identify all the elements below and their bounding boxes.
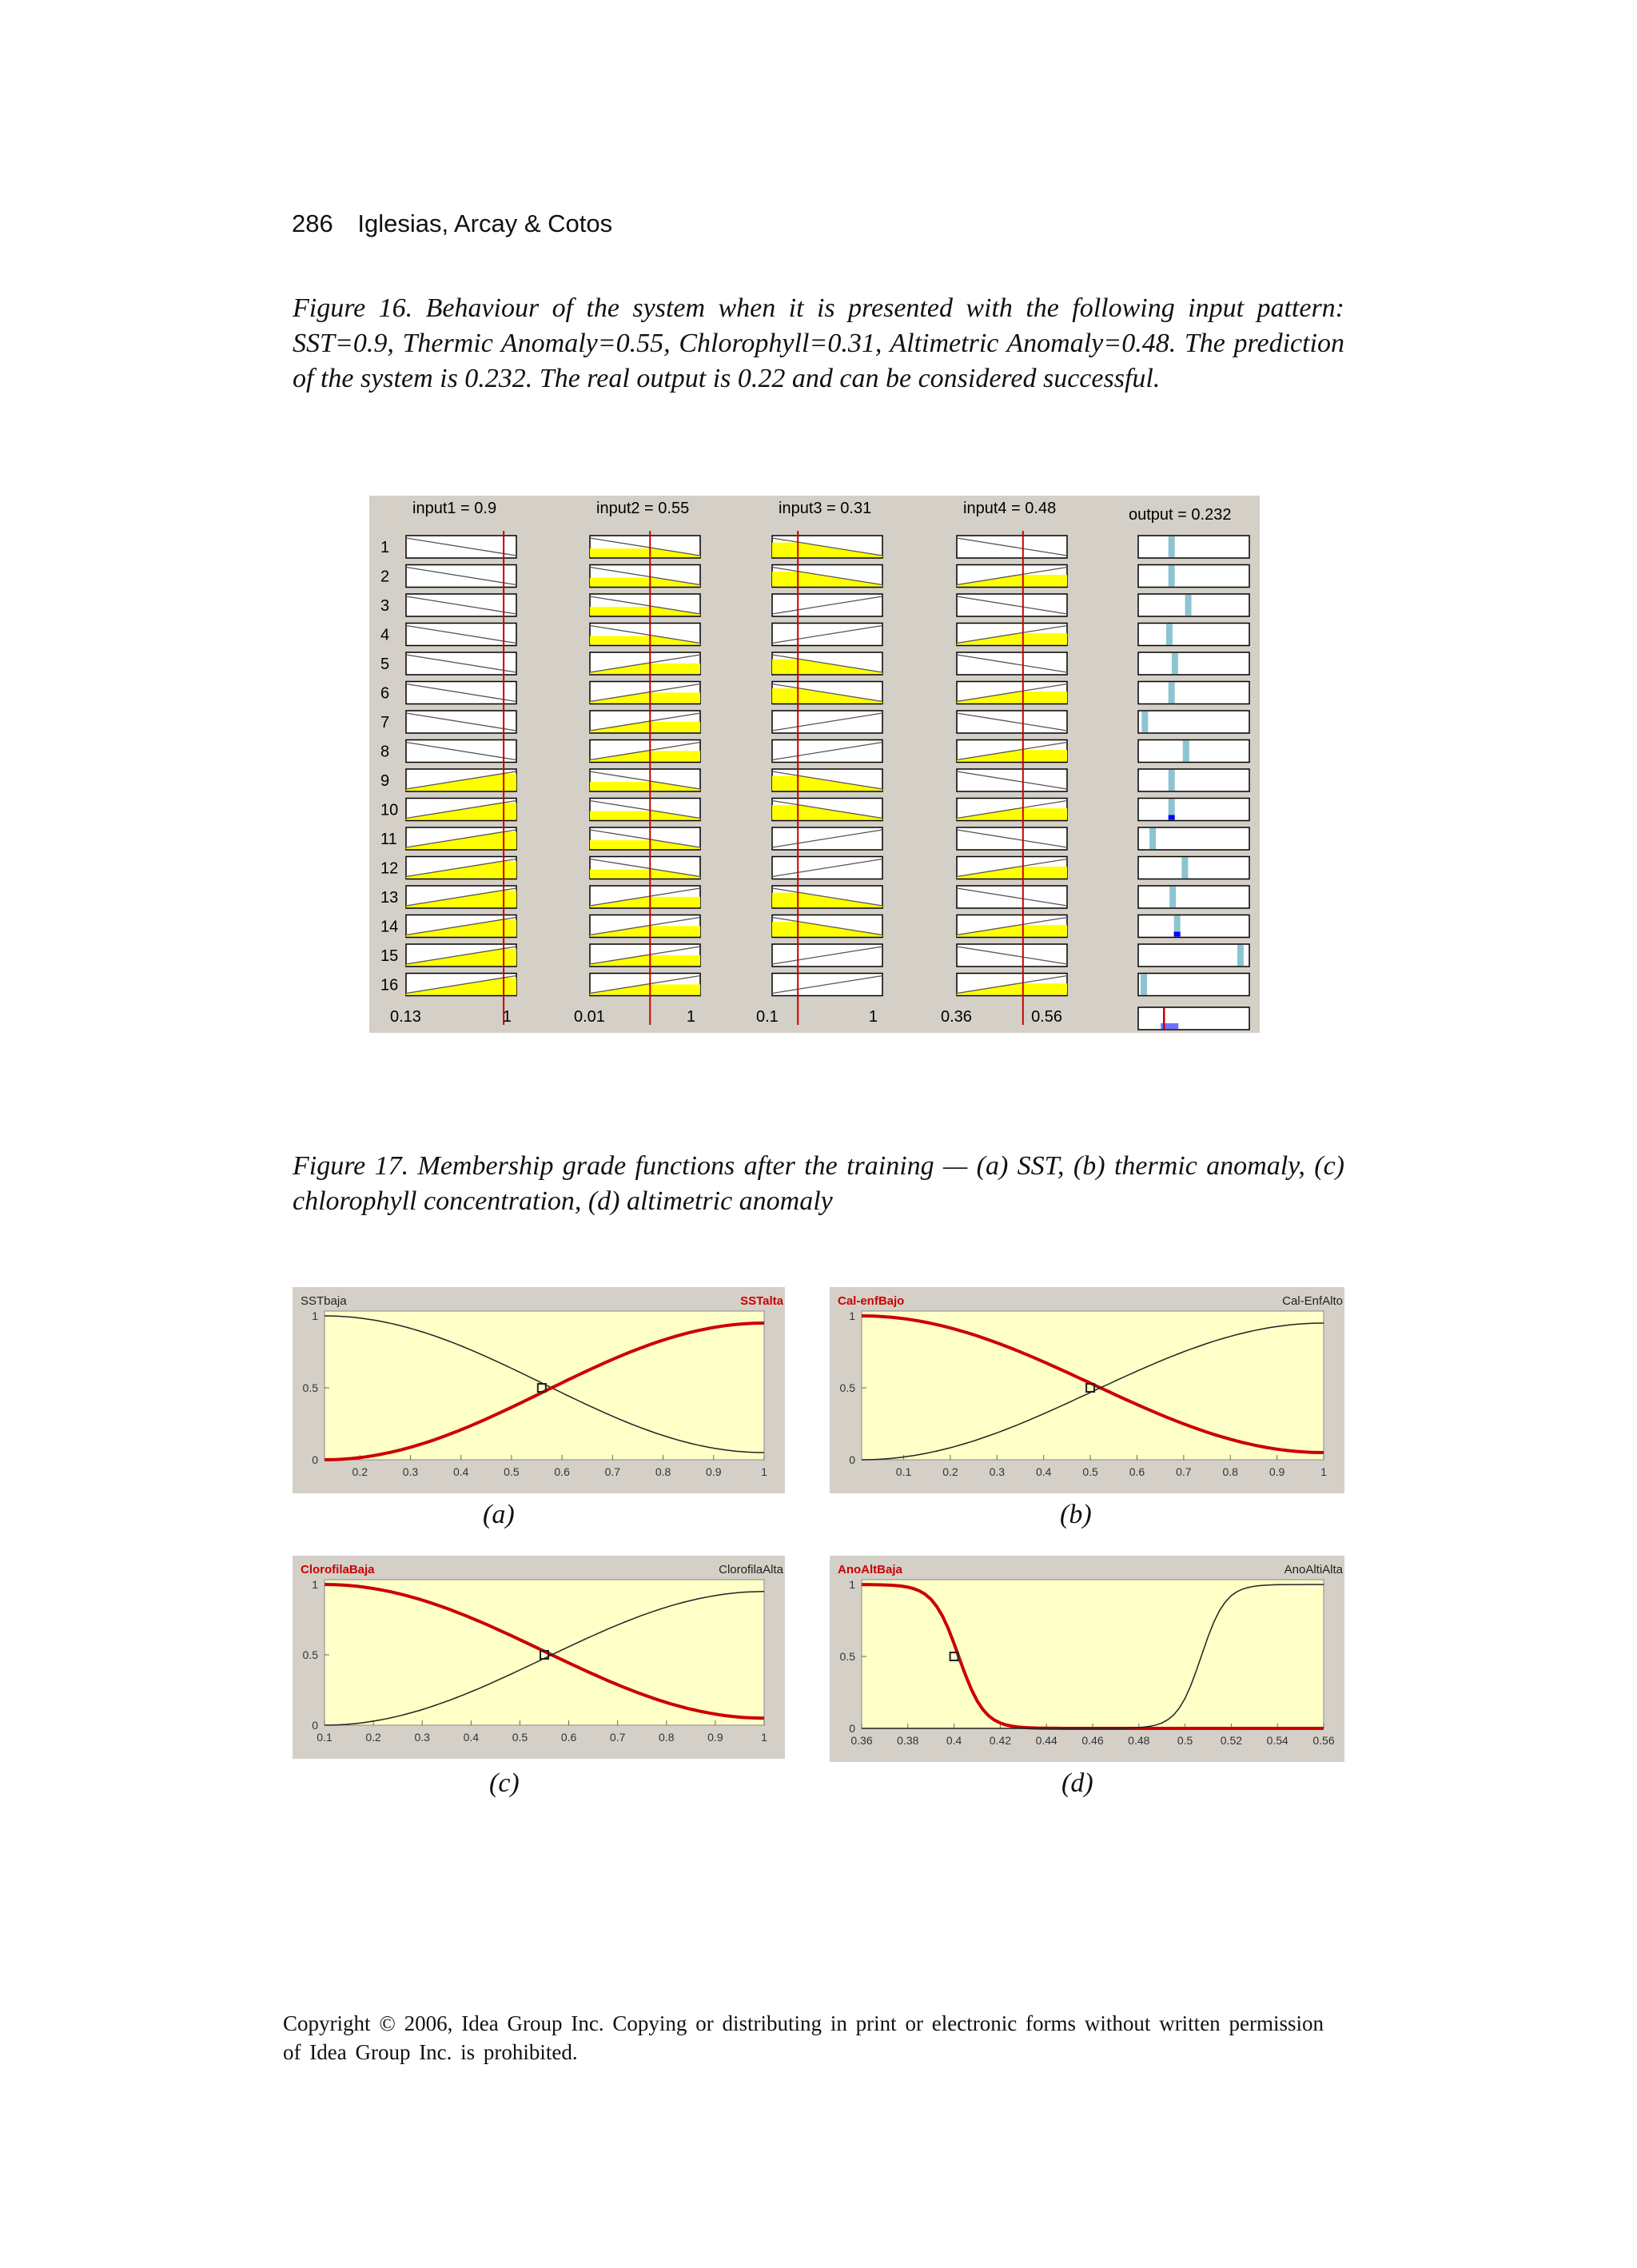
x-tick-label: 0.3 [414, 1731, 430, 1744]
y-tick-label: 0.5 [302, 1381, 318, 1394]
output-bar [1169, 566, 1175, 587]
x-tick-label: 0.8 [655, 1465, 671, 1478]
x-tick-label: 0.9 [706, 1465, 722, 1478]
x-tick-label: 0.1 [895, 1465, 912, 1478]
output-bar [1149, 828, 1156, 849]
x-tick-label: 1 [761, 1465, 767, 1478]
output-box [1138, 799, 1249, 821]
x-tick-label: 0.4 [946, 1734, 962, 1747]
x-tick-label: 0.5 [1177, 1734, 1193, 1747]
rule-number: 4 [380, 626, 390, 644]
copyright-notice: Copyright © 2006, Idea Group Inc. Copying or distributing in print or electronic forms without written permission of Idea Group Inc. is prohibited. [283, 2011, 1324, 2064]
x-tick-label: 0.6 [554, 1465, 570, 1478]
output-box [1138, 682, 1249, 704]
input-label: input2 = 0.55 [596, 500, 690, 517]
rule-number: 5 [380, 656, 390, 673]
x-tick-label: 0.46 [1081, 1734, 1104, 1747]
x-tick-label: 0.4 [1035, 1465, 1052, 1478]
sub-label-c: (c) [489, 1768, 520, 1798]
output-box [1138, 740, 1249, 763]
output-box [1138, 594, 1249, 616]
authors: Iglesias, Arcay & Cotos [357, 209, 613, 237]
x-tick-label: 0.7 [604, 1465, 621, 1478]
output-bar [1183, 741, 1189, 762]
output-marker [1169, 815, 1175, 820]
mf-left-name: Cal-enfBajo [838, 1294, 905, 1308]
x-tick-label: 0.9 [707, 1731, 723, 1744]
output-box [1138, 886, 1249, 908]
x-tick-label: 0.2 [365, 1731, 381, 1744]
output-bar [1141, 975, 1147, 995]
y-tick-label: 1 [849, 1309, 855, 1322]
rule-number: 11 [380, 831, 397, 848]
mf-plot-area [862, 1580, 1324, 1728]
mf-panel-thermic [830, 1287, 1344, 1493]
mf-left-name: AnoAltBaja [838, 1563, 902, 1576]
x-tick-label: 0.6 [1129, 1465, 1145, 1478]
rule-number: 7 [380, 714, 390, 731]
output-bar [1169, 770, 1175, 791]
x-tick-label: 0.2 [352, 1465, 368, 1478]
output-box [1138, 915, 1249, 938]
output-box [1138, 711, 1249, 733]
x-tick-label: 0.8 [1222, 1465, 1238, 1478]
rule-number: 8 [380, 743, 390, 761]
rule-number: 13 [380, 889, 399, 907]
y-tick-label: 0 [312, 1453, 318, 1466]
x-tick-label: 0.7 [1176, 1465, 1192, 1478]
input-min-label: 0.1 [756, 1008, 779, 1026]
x-tick-label: 0.38 [897, 1734, 919, 1747]
input-max-label: 0.56 [1031, 1008, 1062, 1026]
y-tick-label: 0.5 [839, 1650, 855, 1663]
input-label: input3 = 0.31 [779, 500, 872, 517]
x-tick-label: 0.54 [1266, 1734, 1288, 1747]
input-label: input4 = 0.48 [963, 500, 1057, 517]
input-max-label: 1 [502, 1008, 512, 1026]
y-tick-label: 0 [312, 1719, 318, 1732]
input-label: input1 = 0.9 [412, 500, 497, 517]
output-box [1138, 652, 1249, 675]
rule-number: 1 [380, 539, 390, 556]
x-tick-label: 0.4 [463, 1731, 480, 1744]
y-tick-label: 0.5 [839, 1381, 855, 1394]
y-tick-label: 0.5 [302, 1648, 318, 1661]
x-tick-label: 0.1 [317, 1731, 333, 1744]
mf-left-name: ClorofilaBaja [301, 1563, 375, 1576]
output-bar [1237, 945, 1244, 966]
figure16-caption: Figure 16. Behaviour of the system when it is presented with the following input pattern: SST=0.9, Thermic Anomaly=0.55, Chlorophyll=0.31, Altimetric Anomaly=0.48. The prediction of the system is 0.232. The real output is 0.22 and can be considered successful. [293, 293, 1344, 393]
figure17-caption: Figure 17. Membership grade functions after the training — (a) SST, (b) thermic anomaly, (c) chlorophyll concentration, (d) altimetric anomaly [293, 1151, 1344, 1216]
output-box [1138, 565, 1249, 588]
output-bar [1172, 653, 1178, 674]
mf-right-name: SSTalta [740, 1294, 783, 1308]
y-tick-label: 1 [312, 1309, 318, 1322]
output-label: output = 0.232 [1129, 506, 1232, 524]
mf-chart-altimetric [830, 1556, 1344, 1762]
output-box [1138, 974, 1249, 996]
x-tick-label: 0.48 [1128, 1734, 1150, 1747]
output-bar [1141, 711, 1148, 732]
output-bar [1169, 683, 1175, 704]
x-tick-label: 1 [1320, 1465, 1327, 1478]
input-max-label: 1 [868, 1008, 878, 1026]
x-tick-label: 0.5 [1082, 1465, 1098, 1478]
x-tick-label: 0.5 [512, 1731, 528, 1744]
mf-left-name: SSTbaja [301, 1294, 347, 1308]
output-box [1138, 769, 1249, 791]
running-head [292, 209, 612, 238]
x-tick-label: 0.56 [1312, 1734, 1335, 1747]
mf-panel-altimetric [830, 1556, 1344, 1762]
output-marker [1174, 932, 1181, 937]
input-max-label: 1 [686, 1008, 695, 1026]
rule-number: 12 [380, 859, 399, 878]
output-bar [1181, 858, 1188, 879]
output-box [1138, 536, 1249, 558]
rule-number: 15 [380, 947, 399, 965]
rule-number: 16 [380, 976, 399, 994]
output-bar [1185, 595, 1192, 616]
output-box [1138, 944, 1249, 967]
input-min-label: 0.36 [941, 1008, 972, 1026]
rule-number: 14 [380, 918, 399, 936]
input-min-label: 0.13 [390, 1008, 421, 1026]
x-tick-label: 0.3 [402, 1465, 419, 1478]
input-min-label: 0.01 [574, 1008, 605, 1026]
x-tick-label: 0.42 [989, 1734, 1012, 1747]
rule-number: 9 [380, 772, 390, 790]
output-box [1138, 857, 1249, 879]
mf-chart-sst [293, 1287, 785, 1493]
rule-number: 3 [380, 597, 390, 615]
rule-number: 10 [380, 801, 399, 819]
x-tick-label: 1 [761, 1731, 767, 1744]
output-bar [1169, 536, 1175, 557]
x-tick-label: 0.5 [504, 1465, 520, 1478]
x-tick-label: 0.4 [452, 1465, 469, 1478]
x-tick-label: 0.9 [1269, 1465, 1285, 1478]
x-tick-label: 0.2 [942, 1465, 958, 1478]
sub-label-b: (b) [1060, 1500, 1092, 1529]
y-tick-label: 1 [849, 1578, 855, 1591]
x-tick-label: 0.44 [1035, 1734, 1057, 1747]
rule-viewer-svg [369, 496, 1260, 1033]
y-tick-label: 0 [849, 1722, 855, 1735]
output-bar [1166, 624, 1173, 645]
aggregate-output-box [1138, 1007, 1249, 1030]
sub-label-d: (d) [1061, 1768, 1093, 1798]
output-bar [1169, 887, 1176, 907]
mf-panel-chlorophyll [293, 1556, 785, 1759]
y-tick-label: 1 [312, 1578, 318, 1591]
y-tick-label: 0 [849, 1453, 855, 1466]
x-tick-label: 0.36 [850, 1734, 873, 1747]
mf-panel-sst [293, 1287, 785, 1493]
output-box [1138, 624, 1249, 646]
x-tick-label: 0.3 [989, 1465, 1006, 1478]
mf-chart-thermic [830, 1287, 1344, 1493]
sub-label-a: (a) [483, 1500, 515, 1529]
mf-right-name: Cal-EnfAlto [1282, 1294, 1343, 1308]
rule-number: 6 [380, 684, 390, 703]
rule-viewer-figure [369, 496, 1260, 1033]
page-number: 286 [292, 209, 333, 237]
x-tick-label: 0.6 [560, 1731, 577, 1744]
x-tick-label: 0.52 [1220, 1734, 1243, 1747]
x-tick-label: 0.7 [609, 1731, 626, 1744]
x-tick-label: 0.8 [659, 1731, 675, 1744]
mf-right-name: ClorofilaAlta [719, 1563, 783, 1576]
mf-plot-area [325, 1311, 764, 1460]
mf-right-name: AnoAltiAlta [1284, 1563, 1343, 1576]
mf-chart-chlorophyll [293, 1556, 785, 1759]
rule-number: 2 [380, 568, 390, 586]
